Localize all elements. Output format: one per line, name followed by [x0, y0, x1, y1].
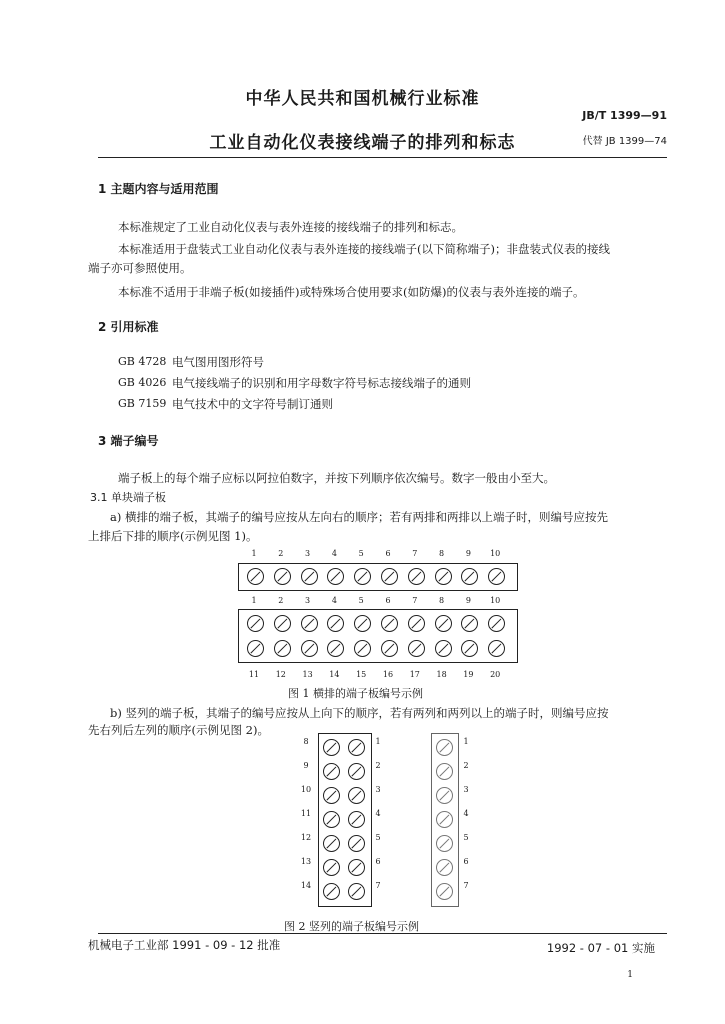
terminal-number: 7	[463, 881, 469, 890]
terminal	[327, 568, 344, 585]
terminal-number: 6	[375, 857, 381, 866]
terminal-number: 13	[302, 670, 313, 679]
ref-text-2: 电气接线端子的识别和用字母数字符号标志接线端子的通则	[172, 376, 471, 390]
section-1-para-2b: 端子亦可参照使用。	[88, 261, 192, 275]
fig1-single-row-board	[238, 563, 518, 591]
terminal-number: 2	[278, 549, 284, 558]
terminal-number: 4	[331, 596, 337, 605]
terminal	[436, 883, 453, 900]
terminal-number: 5	[463, 833, 469, 842]
terminal-number: 12	[300, 833, 312, 842]
terminal	[348, 763, 365, 780]
terminal	[436, 787, 453, 804]
terminal	[436, 811, 453, 828]
terminal-number: 13	[300, 857, 312, 866]
terminal	[301, 568, 318, 585]
terminal-number: 10	[490, 596, 501, 605]
terminal	[301, 640, 318, 657]
figure-1-caption: 图 1 横排的端子板编号示例	[288, 687, 423, 700]
terminal	[381, 640, 398, 657]
replaces-code: 代替 JB 1399—74	[582, 136, 667, 147]
section-1-para-1: 本标准规定了工业自动化仪表与表外连接的接线端子的排列和标志。	[118, 220, 463, 234]
terminal-number: 3	[375, 785, 381, 794]
ref-code-1: GB 4728	[118, 355, 167, 368]
terminal	[327, 640, 344, 657]
terminal-number: 10	[300, 785, 312, 794]
terminal-number: 7	[412, 549, 418, 558]
terminal	[323, 739, 340, 756]
ref-code-3: GB 7159	[118, 397, 167, 410]
terminal	[488, 615, 505, 632]
terminal-number: 1	[251, 596, 257, 605]
terminal-number: 9	[303, 761, 309, 770]
terminal-number: 1	[463, 737, 469, 746]
section-3-para-1: 端子板上的每个端子应标以阿拉伯数字，并按下列顺序依次编号。数字一般由小至大。	[118, 471, 555, 485]
section-3-1-b-line1: b) 竖列的端子板，其端子的编号应按从上向下的顺序，若有两列和两列以上的端子时，则编号应按	[110, 706, 609, 720]
terminal	[274, 568, 291, 585]
terminal-number: 6	[385, 549, 391, 558]
terminal	[408, 615, 425, 632]
terminal-number: 3	[305, 549, 311, 558]
terminal	[247, 615, 264, 632]
terminal-number: 1	[375, 737, 381, 746]
terminal-number: 3	[463, 785, 469, 794]
page-number: 1	[627, 970, 633, 980]
terminal-number: 10	[490, 549, 501, 558]
terminal	[436, 739, 453, 756]
terminal	[461, 615, 478, 632]
section-3-1-a-line2: 上排后下排的顺序(示例见图 1)。	[88, 529, 258, 543]
terminal-number: 14	[329, 670, 340, 679]
terminal	[408, 568, 425, 585]
terminal-number: 7	[375, 881, 381, 890]
terminal	[348, 739, 365, 756]
terminal	[436, 835, 453, 852]
terminal	[323, 859, 340, 876]
terminal-number: 9	[465, 549, 471, 558]
terminal	[348, 859, 365, 876]
terminal-number: 7	[412, 596, 418, 605]
section-2-heading: 2 引用标准	[98, 320, 159, 334]
terminal	[488, 568, 505, 585]
section-1-para-2a: 本标准适用于盘装式工业自动化仪表与表外连接的接线端子(以下简称端子)；非盘装式仪表的接线	[118, 242, 610, 256]
section-3-1-heading: 3.1 单块端子板	[90, 491, 166, 504]
terminal-number: 4	[463, 809, 469, 818]
terminal-number: 18	[436, 670, 447, 679]
terminal	[381, 615, 398, 632]
terminal-number: 4	[331, 549, 337, 558]
terminal	[488, 640, 505, 657]
terminal-number: 11	[300, 809, 312, 818]
terminal	[323, 763, 340, 780]
terminal-number: 8	[439, 596, 445, 605]
terminal	[323, 811, 340, 828]
fig2-single-column-board	[431, 733, 459, 907]
document-title: 工业自动化仪表接线端子的排列和标志	[209, 133, 516, 153]
terminal	[323, 787, 340, 804]
terminal-number: 5	[375, 833, 381, 842]
terminal-number: 2	[375, 761, 381, 770]
terminal-number: 20	[490, 670, 501, 679]
terminal	[408, 640, 425, 657]
terminal-number: 8	[439, 549, 445, 558]
terminal-number: 15	[356, 670, 367, 679]
terminal	[461, 568, 478, 585]
terminal-number: 6	[385, 596, 391, 605]
standard-org-title: 中华人民共和国机械行业标准	[245, 89, 480, 109]
terminal	[435, 640, 452, 657]
terminal-number: 9	[465, 596, 471, 605]
terminal-number: 4	[375, 809, 381, 818]
terminal-number: 11	[248, 670, 260, 679]
terminal	[461, 640, 478, 657]
terminal	[247, 640, 264, 657]
terminal-number: 19	[463, 670, 474, 679]
terminal-number: 16	[382, 670, 394, 679]
section-3-heading: 3 端子编号	[98, 434, 159, 448]
terminal-number: 5	[358, 596, 364, 605]
ref-text-1: 电气图用图形符号	[172, 355, 264, 369]
ref-text-3: 电气技术中的文字符号制订通则	[172, 397, 333, 411]
section-3-1-b-line2: 先右列后左列的顺序(示例见图 2)。	[88, 723, 269, 737]
section-1-heading: 1 主题内容与适用范围	[98, 182, 219, 196]
terminal	[354, 615, 371, 632]
standard-code: JB/T 1399—91	[582, 109, 667, 122]
figure-2-caption: 图 2 竖列的端子板编号示例	[284, 920, 419, 933]
header-divider	[98, 157, 667, 158]
terminal-number: 8	[303, 737, 309, 746]
terminal	[348, 787, 365, 804]
terminal	[435, 615, 452, 632]
terminal	[274, 640, 291, 657]
effective-date: 1992 - 07 - 01 实施	[546, 941, 655, 955]
fig2-double-column-board	[318, 733, 372, 907]
terminal	[348, 811, 365, 828]
terminal-number: 5	[358, 549, 364, 558]
terminal	[354, 640, 371, 657]
terminal	[435, 568, 452, 585]
terminal-number: 3	[305, 596, 311, 605]
footer-divider	[98, 933, 667, 934]
terminal	[348, 883, 365, 900]
section-1-para-3: 本标准不适用于非端子板(如接插件)或特殊场合使用要求(如防爆)的仪表与表外连接的端子。	[118, 285, 585, 299]
terminal	[301, 615, 318, 632]
terminal	[323, 835, 340, 852]
terminal-number: 14	[300, 881, 312, 890]
section-3-1-a-line1: a) 横排的端子板，其端子的编号应按从左向右的顺序；若有两排和两排以上端子时，则编号应按先	[110, 510, 608, 524]
fig1-double-row-board	[238, 609, 518, 663]
approval-date: 机械电子工业部 1991 - 09 - 12 批准	[88, 938, 281, 952]
terminal	[247, 568, 264, 585]
terminal-number: 2	[278, 596, 284, 605]
terminal	[381, 568, 398, 585]
terminal-number: 12	[275, 670, 286, 679]
terminal	[327, 615, 344, 632]
terminal	[436, 859, 453, 876]
terminal-number: 17	[409, 670, 420, 679]
terminal-number: 1	[251, 549, 257, 558]
terminal-number: 6	[463, 857, 469, 866]
terminal	[354, 568, 371, 585]
ref-code-2: GB 4026	[118, 376, 167, 389]
terminal	[274, 615, 291, 632]
terminal	[323, 883, 340, 900]
terminal	[348, 835, 365, 852]
terminal	[436, 763, 453, 780]
terminal-number: 2	[463, 761, 469, 770]
